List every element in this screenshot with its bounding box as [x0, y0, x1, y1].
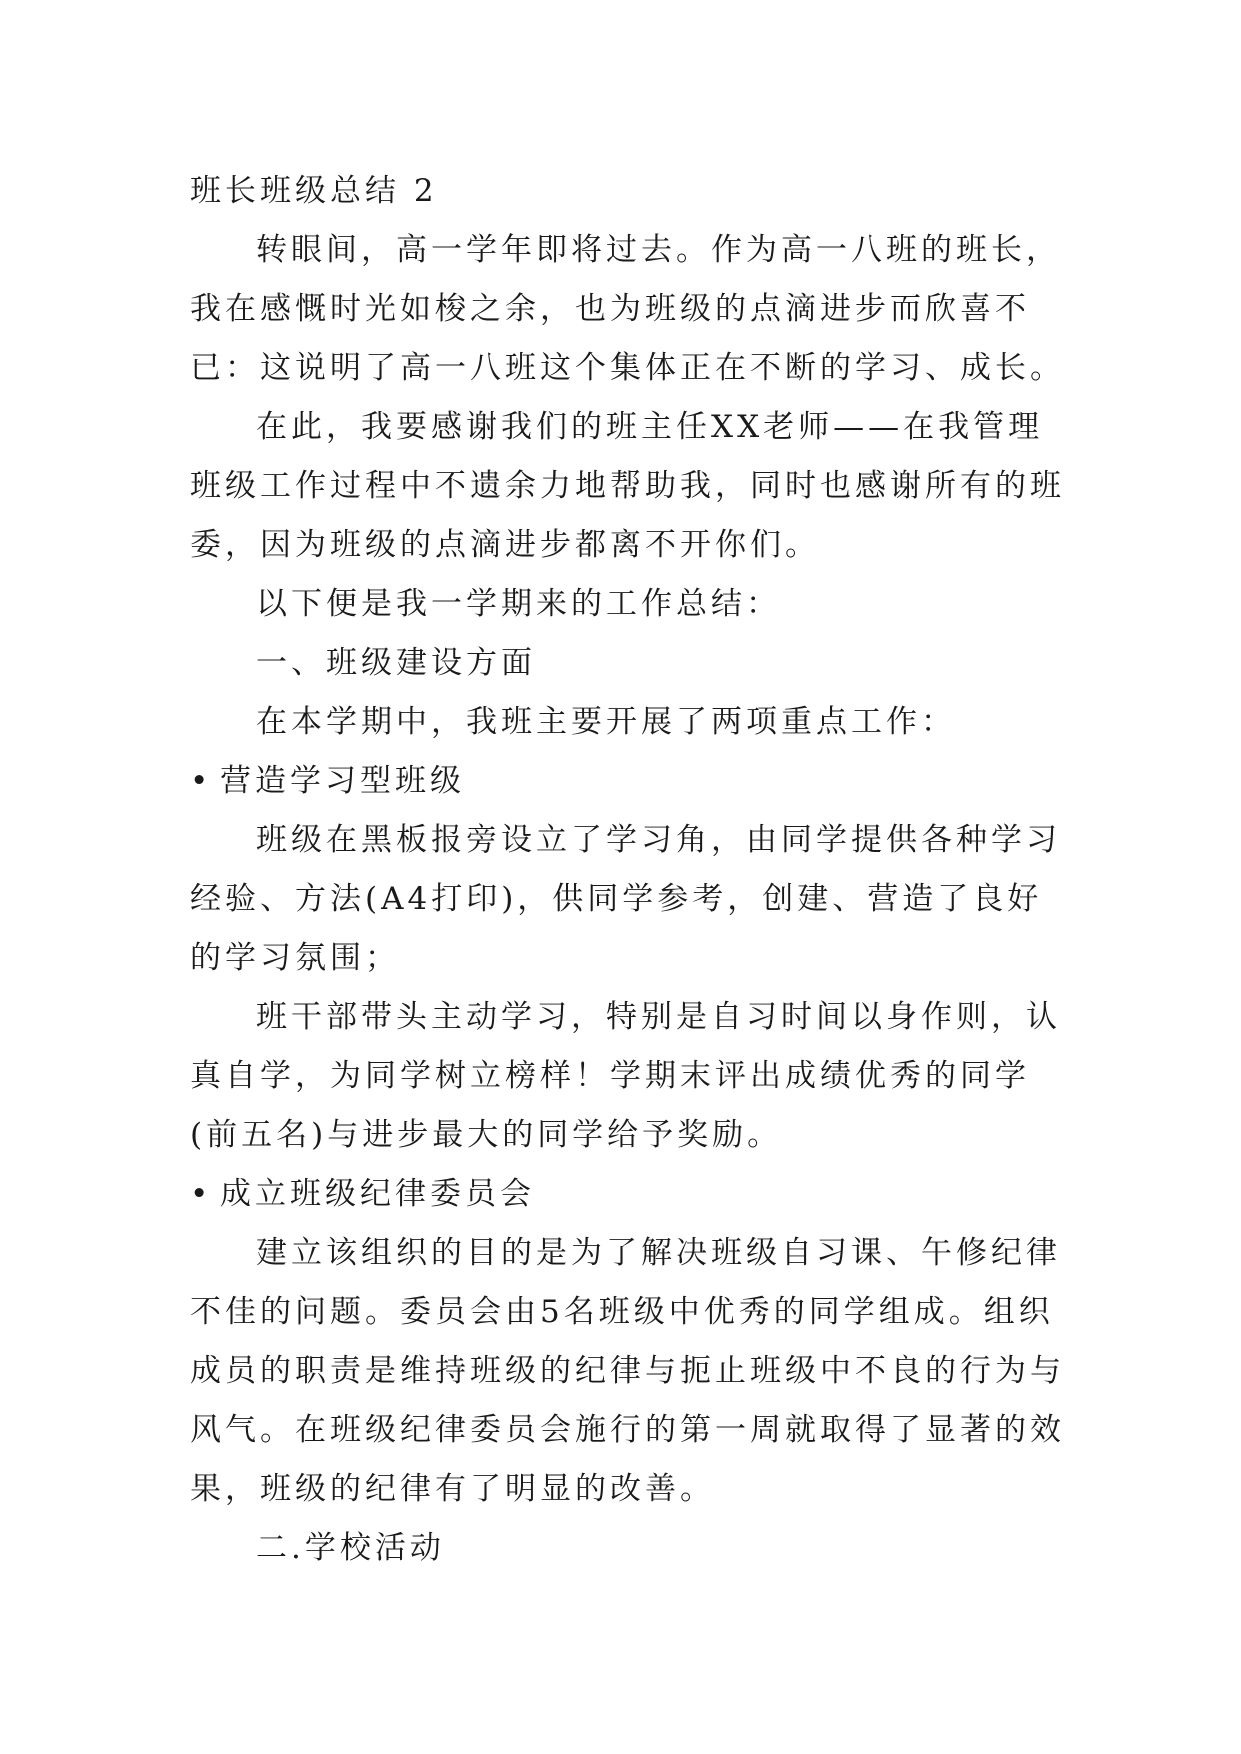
section-heading-class-building: 一、班级建设方面 [256, 645, 536, 681]
paragraph-learning-corner: 班级在黑板报旁设立了学习角，由同学提供各种学习经验、方法(A4打印)，供同学参考，创建、营造了良好的学习氛围； [190, 822, 1061, 976]
paragraph-committee-purpose: 建立该组织的目的是为了解决班级自习课、午修纪律不佳的问题。委员会由5名班级中优秀的同学组成。组织成员的职责是维持班级的纪律与扼止班级中不良的行为与风气。在班级纪律委员会施行的第一周就取得了显著的效果，班级的纪律有了明显的改善。 [190, 1235, 1065, 1507]
bullet-item-learning-class [190, 752, 1070, 811]
bullet-item-discipline-committee [190, 1165, 1070, 1224]
bullet-icon: • [190, 763, 213, 799]
paragraph-two-tasks: 在本学期中，我班主要开展了两项重点工作： [256, 704, 956, 740]
paragraph-cadres-lead: 班干部带头主动学习，特别是自习时间以身作则，认真自学，为同学树立榜样！学期末评出成绩优秀的同学(前五名)与进步最大的同学给予奖励。 [190, 999, 1061, 1153]
paragraph-intro: 转眼间，高一学年即将过去。作为高一八班的班长，我在感慨时光如梭之余，也为班级的点滴进步而欣喜不已：这说明了高一八班这个集体正在不断的学习、成长。 [190, 232, 1065, 386]
bullet-icon: • [190, 1176, 213, 1212]
bullet-item-label: 成立班级纪律委员会 [220, 1176, 535, 1212]
document-body [190, 162, 1070, 1578]
paragraph-summary-lead: 以下便是我一学期来的工作总结： [256, 586, 781, 622]
document-title: 班长班级总结 2 [190, 173, 438, 209]
paragraph-thanks: 在此，我要感谢我们的班主任XX老师——在我管理班级工作过程中不遗余力地帮助我，同时也感谢所有的班委，因为班级的点滴进步都离不开你们。 [190, 409, 1065, 563]
section-heading-school-activities: 二.学校活动 [256, 1530, 445, 1566]
bullet-item-label: 营造学习型班级 [220, 763, 465, 799]
